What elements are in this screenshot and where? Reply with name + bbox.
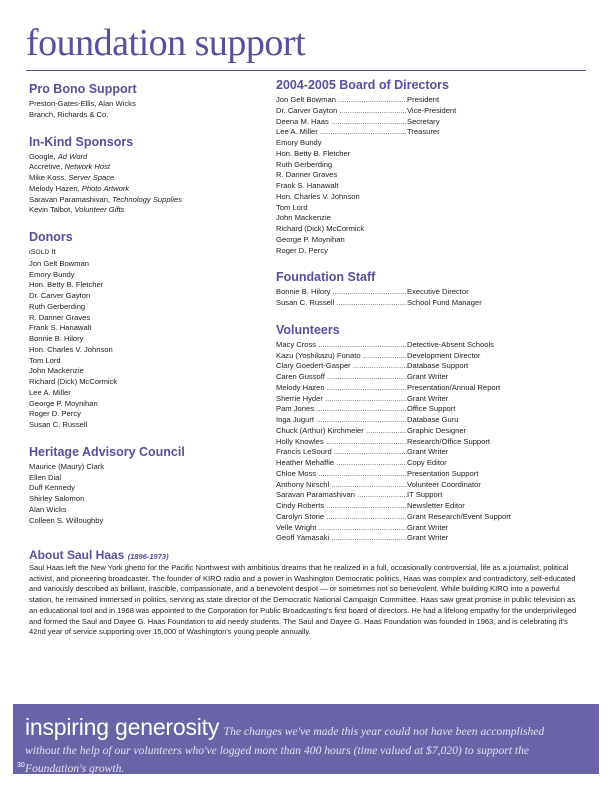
list-item: George P. Moynihan: [29, 398, 98, 408]
list-item: Inga Jugurt ..... Database Guru: [276, 415, 596, 426]
list-item: Deena M. Haas ..... Secretary: [276, 117, 596, 128]
list-item: Tom Lord: [276, 202, 308, 212]
list-item: Colleen S. Willoughby: [29, 515, 104, 525]
list-item: Saravan Paramashivan ..... IT Support: [276, 490, 596, 501]
volunteers-list: [276, 340, 596, 544]
board-officers-list: [276, 95, 596, 138]
list-item: Macy Cross ..... Detective-Absent Schools: [276, 340, 596, 351]
list-item: Ruth Gerberding: [29, 301, 86, 311]
list-item: Melody Hazen ..... Presentation/Annual Report: [276, 383, 596, 394]
list-item: Chuck (Arthur) Kirchmeier ..... Graphic Designer: [276, 426, 596, 437]
donors-list: [29, 247, 264, 431]
left-column: [29, 82, 264, 526]
list-item: Roger D. Percy: [29, 409, 81, 419]
list-item: Hon. Charles V. Johnson: [29, 344, 113, 354]
list-item: Hon. Betty B. Fletcher: [276, 148, 351, 158]
pro-bono-heading: Pro Bono Support: [29, 82, 137, 96]
list-item: Clary Goedert-Gasper ..... Database Support: [276, 361, 596, 372]
list-item: Jon Gelt Bowman: [29, 258, 89, 268]
list-item: Google, Ad Word: [29, 151, 88, 161]
inspiring-banner: [13, 704, 599, 774]
list-item: Kevin Talbot, Volunteer Gifts: [29, 205, 125, 215]
volunteers-heading: Volunteers: [276, 322, 340, 337]
list-item: Sherrie Hyder ..... Grant Writer: [276, 394, 596, 405]
list-item: Frank S. Hanawalt: [276, 181, 339, 190]
list-item: Velle Wright ..... Grant Writer: [276, 523, 596, 534]
list-item: Anthony Nirschl ..... Volunteer Coordinator: [276, 480, 596, 491]
list-item: Melody Hazen, Photo Artwork: [29, 183, 130, 193]
list-item: Lee A. Miller ..... Treasurer: [276, 127, 596, 138]
list-item: Duff Kennedy: [29, 483, 75, 493]
list-item: George P. Moynihan: [276, 234, 345, 244]
list-item: Richard (Dick) McCormick: [29, 377, 118, 386]
list-item: Francis LeSourd ..... Grant Writer: [276, 447, 596, 458]
list-item: Susan C. Russell ..... School Fund Manager: [276, 298, 596, 309]
page-number: 30: [17, 762, 25, 769]
list-item: John Mackenzie: [276, 213, 331, 223]
list-item: Chloe Moss ..... Presentation Support: [276, 469, 596, 480]
about-section: [29, 548, 585, 638]
staff-list: [276, 287, 596, 309]
donors-heading: Donors: [29, 230, 73, 244]
list-item: Branch, Richards & Co.: [29, 109, 109, 119]
board-members-list: [276, 138, 596, 256]
list-item: iSOLD It: [29, 247, 56, 256]
list-item: Emory Bundy: [276, 138, 322, 147]
list-item: R. Danner Graves: [29, 312, 91, 322]
list-item: Shirley Salomon: [29, 494, 85, 503]
title-rule: [26, 70, 586, 71]
list-item: Richard (Dick) McCormick: [276, 224, 365, 233]
list-item: Kazu (Yoshikazu) Funato ..... Development Director: [276, 351, 596, 362]
list-item: Ruth Gerberding: [276, 159, 333, 169]
heritage-heading: Heritage Advisory Council: [29, 444, 185, 459]
in-kind-heading: In-Kind Sponsors: [29, 134, 134, 149]
list-item: Alan Wicks: [29, 504, 67, 514]
list-item: Saravan Paramashivan, Technology Supplies: [29, 194, 182, 204]
list-item: Frank S. Hanawalt: [29, 323, 92, 333]
list-item: Roger D. Percy: [276, 245, 328, 255]
list-item: Susan C. Russell: [29, 420, 88, 429]
about-heading: About Saul Haas (1896-1973): [29, 548, 169, 562]
banner-title: inspiring generosity: [25, 714, 220, 740]
list-item: Maurice (Maury) Clark: [29, 461, 105, 471]
list-item: Geoff Yamasaki ..... Grant Writer: [276, 533, 596, 544]
list-item: Holly Knowles ..... Research/Office Support: [276, 437, 596, 448]
list-item: Carolyn Storie ..... Grant Research/Event Support: [276, 512, 596, 523]
list-item: Cindy Roberts ..... Newsletter Editor: [276, 501, 596, 512]
list-item: R. Danner Graves: [276, 170, 338, 180]
list-item: Tom Lord: [29, 355, 61, 365]
list-item: Hon. Charles V. Johnson: [276, 191, 360, 201]
list-item: Lee A. Miller: [29, 387, 71, 397]
right-column: [276, 78, 596, 544]
in-kind-list: [29, 152, 264, 217]
list-item: Emory Bundy: [29, 269, 75, 279]
list-item: Heather Mehaffie ..... Copy Editor: [276, 458, 596, 469]
list-item: Dr. Carver Gayton: [29, 291, 91, 300]
pro-bono-list: [29, 99, 264, 121]
heritage-list: [29, 462, 264, 527]
list-item: Jon Gelt Bowman ..... President: [276, 95, 596, 106]
about-body: Saul Haas left the New York ghetto for the Pacific Northwest with ambitious dreams that he realized in a full, occasionally controversial, life as a journalist, political activist, and pioneering broadcaster. The founder of KIRO radio and a power in Washington Democratic politics, Haas was complex and contradictory, self-educated and variously described as brilliant, irascible, compassionate, and a benevolent despot — or sometimes not so benevolent. While building KIRO into a powerful station, he remained immersed in politics, serving as state director of the Democratic National Campaign Committee. Haas saw great promise in public television as an educational tool and in 1968 was appointed to the Corporation for Public Broadcasting's first board of directors. He had a lifelong empathy for the underprivileged and formed the Saul and Dayee G. Haas Foundation to aid needy students. The Saul and Dayee G. Haas Foundation was founded in 1963, and is celebrating it's 42nd year of service supporting over 15,000 of Washington's young people annually.: [29, 563, 577, 637]
list-item: Bonnie B. Hilory: [29, 334, 84, 343]
about-years: (1896-1973): [127, 552, 169, 561]
list-item: Hon. Betty B. Fletcher: [29, 280, 104, 290]
list-item: Preston-Gates-Ellis, Alan Wicks: [29, 99, 136, 108]
list-item: Bonnie B. Hilory ..... Executive Director: [276, 287, 596, 298]
list-item: Dr. Carver Gayton ..... Vice-President: [276, 106, 596, 117]
banner-text: The changes we've made this year could not have been accomplished without the help of our volunteers who've logged more than 400 hours (time valued at $7,020) to support the Foundation's growth.: [25, 725, 545, 775]
page-title: foundation support: [26, 22, 306, 64]
list-item: Caren Gussoff ..... Grant Writer: [276, 372, 596, 383]
banner-content: [25, 714, 565, 777]
board-heading: 2004-2005 Board of Directors: [276, 78, 449, 92]
list-item: Accretive, Network Host: [29, 162, 111, 172]
list-item: John Mackenzie: [29, 366, 84, 376]
list-item: Ellen Dial: [29, 472, 62, 482]
list-item: Mike Koss, Server Space: [29, 173, 115, 182]
list-item: Pam Jones ..... Office Support: [276, 404, 596, 415]
staff-heading: Foundation Staff: [276, 270, 376, 285]
